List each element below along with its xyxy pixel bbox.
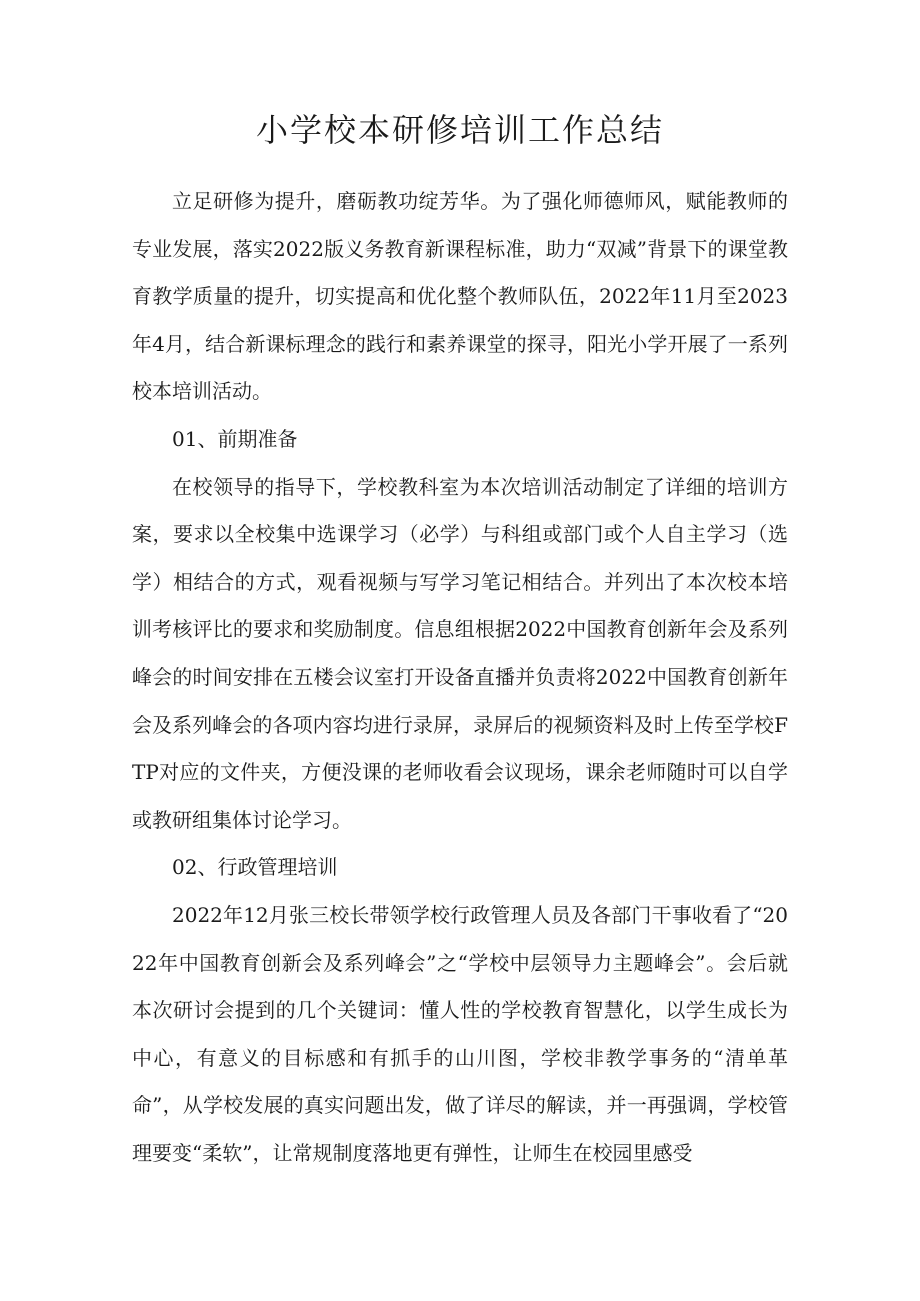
section-heading-admin-training: 02、行政管理培训: [172, 855, 338, 880]
preparation-paragraph: 在校领导的指导下，学校教科室为本次培训活动制定了详细的培训方案，要求以全校集中选课学习（必学）与科组或部门或个人自主学习（选学）相结合的方式，观看视频与写学习笔记相结合。并列出了本次校本培训考核评比的要求和奖励制度。信息组根据2022中国教育创新年会及系列峰会的时间安排在五楼会议室打开设备直播并负责将2022中国教育创新年会及系列峰会的各项内容均进行录屏，录屏后的视频资料及时上传至学校FTP对应的文件夹，方便没课的老师收看会议现场，课余老师随时可以自学或教研组集体讨论学习。: [132, 474, 788, 832]
admin-training-paragraph: 2022年12月张三校长带领学校行政管理人员及各部门干事收看了“2022年中国教育创新会及系列峰会”之“学校中层领导力主题峰会”。会后就本次研讨会提到的几个关键词：懂人性的学校教育智慧化，以学生成长为中心，有意义的目标感和有抓手的山川图，学校非教学事务的“清单革命”，从学校发展的真实问题出发，做了详尽的解读，并一再强调，学校管理要变“柔软”，让常规制度落地更有弹性，让师生在校园里感受: [132, 902, 788, 1165]
intro-paragraph: 立足研修为提升，磨砺教功绽芳华。为了强化师德师风，赋能教师的专业发展，落实2022版义务教育新课程标准，助力“双减”背景下的课堂教育教学质量的提升，切实提高和优化整个教师队伍，2022年11月至2023年4月，结合新课标理念的践行和素养课堂的探寻，阳光小学开展了一系列校本培训活动。: [132, 189, 788, 404]
section-heading-preparation: 01、前期准备: [172, 426, 298, 451]
document-title: 小学校本研修培训工作总结: [255, 111, 664, 149]
